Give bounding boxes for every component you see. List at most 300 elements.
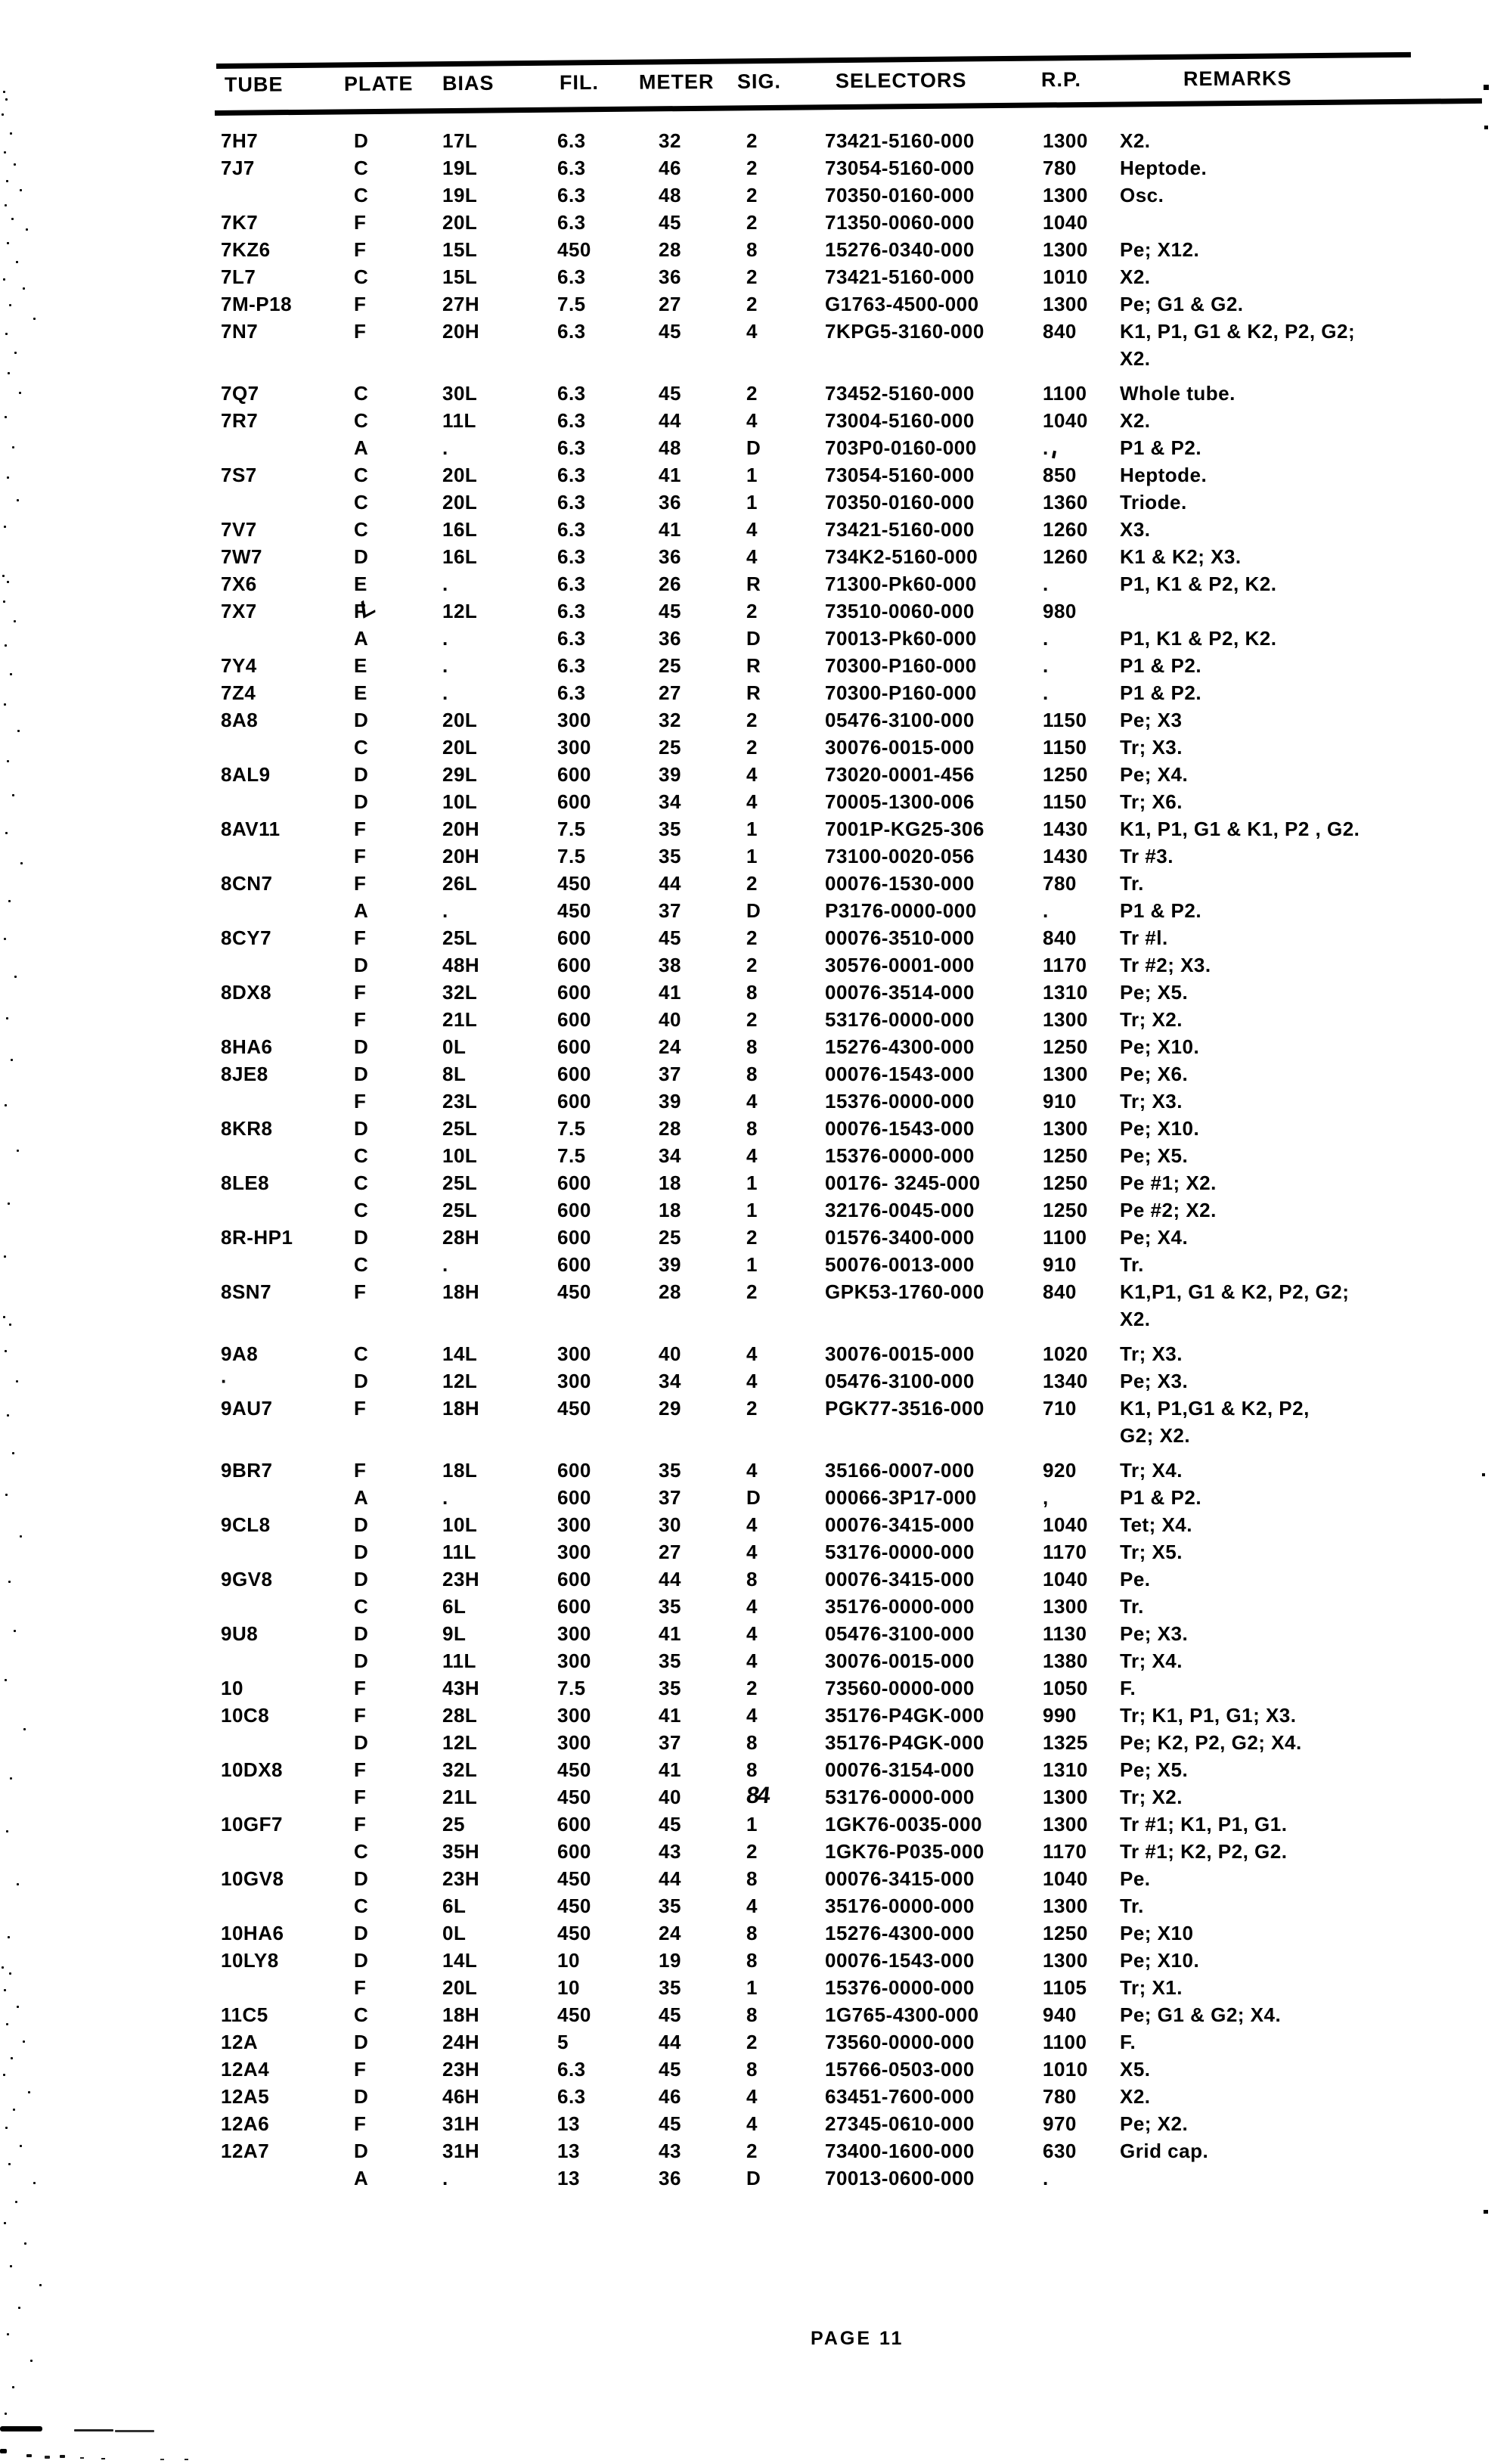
cell-sig: R (746, 573, 761, 595)
cell-fil: 10 (557, 1976, 580, 1999)
cell-sig: 8 (746, 1568, 758, 1590)
cell-selectors: 30576-0001-000 (825, 954, 975, 976)
cell-tube: 8CY7 (221, 926, 272, 949)
cell-remarks: Tr; X2. (1120, 1008, 1183, 1031)
cell-bias: 18H (442, 2003, 480, 2026)
cell-plate: D (354, 1622, 369, 1645)
cell-plate: C (354, 736, 369, 759)
cell-fil: 300 (557, 736, 591, 759)
cell-tube (219, 1006, 342, 1033)
cell-selectors: 73020-0001-456 (825, 763, 975, 786)
cell-plate: C (354, 2003, 369, 2026)
cell-tube (219, 625, 342, 652)
cell-plate: E (354, 573, 367, 595)
cell-remarks: Tr #3. (1120, 845, 1174, 867)
cell-rp: 1150 (1043, 736, 1087, 759)
table-row (219, 1865, 1490, 1892)
cell-tube: 8AV11 (221, 818, 281, 840)
cell-plate: C (354, 1144, 369, 1167)
cell-sig: D (746, 1486, 761, 1509)
cell-plate: D (354, 790, 369, 813)
cell-sig: 4 (746, 1541, 758, 1563)
cell-meter: 32 (659, 129, 681, 152)
cell-plate: D (354, 1568, 369, 1590)
cell-fil: 6.3 (557, 491, 586, 514)
cell-selectors: 73421-5160-000 (825, 129, 975, 152)
cell-fil: 600 (557, 1226, 591, 1249)
cell-tube (219, 897, 342, 924)
cell-selectors: 00076-1543-000 (825, 1117, 975, 1140)
cell-fil: 6.3 (557, 157, 586, 179)
cell-rp: 1250 (1043, 1171, 1088, 1194)
cell-sig: 8 (746, 2003, 758, 2026)
cell-sig: R (746, 654, 761, 677)
cell-meter: 24 (659, 1035, 681, 1058)
cell-remarks: Pe; X10. (1120, 1949, 1200, 1972)
cell-rp: 1260 (1043, 518, 1088, 541)
cell-fil: 600 (557, 763, 591, 786)
cell-plate: F (354, 1677, 367, 1699)
cell-sig: 2 (746, 2140, 758, 2162)
cell-sig: 2 (746, 382, 758, 405)
cell-sig: 8 (746, 1117, 758, 1140)
cell-sig: 8 (746, 1731, 758, 1754)
cell-meter: 45 (659, 600, 681, 622)
table-row (219, 570, 1490, 597)
cell-fil: 6.3 (557, 184, 586, 206)
cell-selectors: 00076-1530-000 (825, 872, 975, 895)
cell-sig: 4 (746, 1144, 758, 1167)
cell-fil: 600 (557, 1008, 591, 1031)
cell-tube: 12A5 (221, 2085, 270, 2108)
cell-tube: 8AL9 (221, 763, 271, 786)
cell-sig: 4 (746, 1459, 758, 1482)
cell-fil (556, 1305, 636, 1333)
cell-bias: 23H (442, 1568, 480, 1590)
scan-noise-speckles (3, 91, 5, 93)
cell-bias: 35H (442, 1840, 480, 1863)
cell-remarks: Tr; X3. (1120, 736, 1183, 759)
cell-meter: 36 (659, 545, 681, 568)
cell-sig: 8 (746, 1949, 758, 1972)
cell-selectors: 05476-3100-000 (825, 1370, 975, 1392)
cell-bias: 6L (442, 1595, 467, 1618)
cell-meter: 34 (659, 790, 681, 813)
cell-tube (219, 345, 342, 372)
cell-plate: F (354, 926, 367, 949)
cell-tube: 8JE8 (221, 1063, 268, 1085)
cell-tube (219, 1142, 342, 1169)
cell-fil: 600 (557, 790, 591, 813)
cell-plate: D (354, 954, 369, 976)
cell-plate: D (354, 1063, 369, 1085)
cell-bias: 15L (442, 265, 478, 288)
cell-remarks: X5. (1120, 2058, 1151, 2081)
cell-tube: 7W7 (221, 545, 262, 568)
cell-tube (219, 1892, 342, 1919)
cell-remarks: Tr; X2. (1120, 1786, 1183, 1808)
cell-sig: 1 (746, 1976, 758, 1999)
table-row (219, 652, 1490, 679)
cell-sig: D (746, 899, 761, 922)
cell-remarks: Heptode. (1120, 157, 1208, 179)
cell-rp: 780 (1043, 157, 1077, 179)
cell-plate: C (354, 382, 369, 405)
cell-selectors (823, 345, 1040, 372)
cell-sig: 8 (746, 981, 758, 1004)
cell-plate: D (354, 763, 369, 786)
cell-sig: 4 (746, 1595, 758, 1618)
cell-rp: 1040 (1043, 211, 1088, 234)
cell-selectors: 73054-5160-000 (825, 157, 975, 179)
cell-rp: 840 (1043, 320, 1077, 343)
table-row (219, 951, 1490, 979)
cell-selectors: 70005-1300-006 (825, 790, 975, 813)
cell-selectors: 53176-0000-000 (825, 1786, 975, 1808)
cell-fil: 7.5 (557, 1117, 586, 1140)
cell-plate: F (354, 1459, 367, 1482)
cell-rp: 1170 (1043, 954, 1087, 976)
table-row (219, 1674, 1490, 1702)
cell-meter: 39 (659, 1090, 681, 1113)
cell-remarks: Tr; X6. (1120, 790, 1183, 813)
cell-plate: F (354, 320, 367, 343)
cell-fil: 450 (557, 1280, 591, 1303)
cell-meter: 36 (659, 491, 681, 514)
cell-tube: 9GV8 (221, 1568, 273, 1590)
cell-remarks: Tr. (1120, 872, 1144, 895)
cell-meter: 41 (659, 464, 681, 486)
cell-remarks: Tr #1; K2, P2, G2. (1120, 1840, 1288, 1863)
cell-fil: 6.3 (557, 211, 586, 234)
cell-sig: 2 (746, 872, 758, 895)
cell-tube: 9AU7 (221, 1397, 273, 1420)
cell-sig: 8 (746, 1867, 758, 1890)
cell-tube: 10LY8 (221, 1949, 279, 1972)
cell-selectors: 15376-0000-000 (825, 1144, 975, 1167)
cell-rp: 1050 (1043, 1677, 1088, 1699)
table-row (219, 1395, 1490, 1422)
cell-plate: F (354, 211, 367, 234)
cell-plate: C (354, 157, 369, 179)
cell-meter: 37 (659, 1486, 681, 1509)
cell-rp: 1170 (1043, 1840, 1087, 1863)
cell-plate: C (354, 1199, 369, 1221)
cell-bias: 43H (442, 1677, 480, 1699)
table-row (219, 1115, 1490, 1142)
cell-sig (734, 345, 823, 372)
cell-selectors: 00076-3510-000 (825, 926, 975, 949)
cell-fil: 600 (557, 1568, 591, 1590)
cell-selectors: 15376-0000-000 (825, 1090, 975, 1113)
cell-tube: 8KR8 (221, 1117, 273, 1140)
table-row (219, 734, 1490, 761)
cell-bias: . (442, 573, 448, 595)
cell-bias: 20L (442, 491, 478, 514)
cell-sig: 2 (746, 1677, 758, 1699)
cell-tube: 8R-HP1 (221, 1226, 293, 1249)
cell-remarks: Triode. (1120, 491, 1187, 514)
table-row (219, 1484, 1490, 1511)
cell-bias: 10L (442, 1144, 478, 1167)
cell-plate: D (354, 1513, 369, 1536)
cell-rp: 1105 (1043, 1976, 1087, 1999)
cell-fil: 13 (557, 2140, 580, 2162)
cell-sig: 4 (746, 518, 758, 541)
cell-tube: 8SN7 (221, 1280, 272, 1303)
cell-bias: . (442, 1253, 448, 1276)
scan-noise-speckles (2, 575, 5, 577)
cell-bias: 16L (442, 545, 478, 568)
cell-rp: 1300 (1043, 1813, 1088, 1836)
cell-selectors: 35176-0000-000 (825, 1595, 975, 1618)
cell-bias: 29L (442, 763, 478, 786)
cell-selectors (823, 1305, 1040, 1333)
cell-remarks: X3. (1120, 518, 1151, 541)
cell-sig: 4 (746, 1513, 758, 1536)
cell-sig: 2 (746, 1397, 758, 1420)
cell-rp: 1100 (1043, 382, 1087, 405)
cell-remarks: X2. (1120, 347, 1151, 370)
cell-remarks: Grid cap. (1120, 2140, 1209, 2162)
cell-rp: 1170 (1043, 1541, 1087, 1563)
cell-sig: 8 (746, 2058, 758, 2081)
cell-rp: 1380 (1043, 1649, 1088, 1672)
cell-fil: 300 (557, 1513, 591, 1536)
cell-fil: 450 (557, 2003, 591, 2026)
cell-plate (342, 1422, 440, 1449)
cell-selectors: 70350-0160-000 (825, 491, 975, 514)
cell-fil: 6.3 (557, 265, 586, 288)
cell-selectors: 35166-0007-000 (825, 1459, 975, 1482)
cell-tube (219, 843, 342, 870)
cell-bias: 23H (442, 1867, 480, 1890)
cell-sig: 4 (746, 409, 758, 432)
cell-plate: D (354, 1649, 369, 1672)
cell-bias: 20L (442, 709, 478, 731)
cell-plate: F (354, 600, 367, 622)
cell-bias: 12L (442, 600, 478, 622)
cell-meter: 27 (659, 681, 681, 704)
cell-meter: 34 (659, 1144, 681, 1167)
cell-tube: 7X6 (221, 573, 257, 595)
cell-selectors: P3176-0000-000 (825, 899, 977, 922)
scan-streak (0, 2449, 7, 2453)
cell-selectors: 1G765-4300-000 (825, 2003, 979, 2026)
cell-tube (219, 1196, 342, 1224)
cell-bias: 26L (442, 872, 478, 895)
cell-sig: 1 (746, 1199, 758, 1221)
cell-plate: C (354, 1840, 369, 1863)
cell-fil: 6.3 (557, 464, 586, 486)
cell-tube (219, 1647, 342, 1674)
cell-rp: 1310 (1043, 1758, 1088, 1781)
cell-plate: D (354, 1922, 369, 1944)
table-row (219, 1006, 1490, 1033)
table-row (219, 597, 1490, 625)
cell-selectors: 70013-0600-000 (825, 2167, 975, 2189)
cell-plate: C (354, 1895, 369, 1917)
table-row (219, 1974, 1490, 2001)
cell-rp: 1020 (1043, 1342, 1088, 1365)
cell-tube: 10C8 (221, 1704, 270, 1727)
cell-rp: . (1043, 627, 1049, 650)
cell-sig: 2 (746, 129, 758, 152)
cell-fil: 300 (557, 1370, 591, 1392)
cell-rp: 980 (1043, 600, 1077, 622)
table-row (219, 870, 1490, 897)
cell-bias: 12L (442, 1370, 478, 1392)
cell-fil: 450 (557, 1758, 591, 1781)
table-row (219, 979, 1490, 1006)
cell-meter: 43 (659, 2140, 681, 2162)
cell-bias: 0L (442, 1922, 467, 1944)
scan-streak (0, 2426, 42, 2431)
cell-meter: 24 (659, 1922, 681, 1944)
table-row (219, 1538, 1490, 1566)
cell-bias (440, 345, 556, 372)
cell-meter: 28 (659, 1117, 681, 1140)
cell-selectors: 00076-3154-000 (825, 1758, 975, 1781)
cell-rp: 920 (1043, 1459, 1077, 1482)
cell-fil: 6.3 (557, 627, 586, 650)
cell-rp: 1430 (1043, 845, 1088, 867)
table-row (219, 182, 1490, 209)
cell-fil: 600 (557, 954, 591, 976)
table-row (219, 2028, 1490, 2056)
cell-remarks: Heptode. (1120, 464, 1208, 486)
cell-selectors: 05476-3100-000 (825, 709, 975, 731)
cell-tube: 10 (221, 1677, 243, 1699)
cell-meter: 34 (659, 1370, 681, 1392)
cell-selectors: 15276-0340-000 (825, 238, 975, 261)
cell-bias: 18H (442, 1280, 480, 1303)
cell-fil: 600 (557, 1813, 591, 1836)
table-row (219, 318, 1490, 345)
cell-remarks: K1 & K2; X3. (1120, 545, 1242, 568)
cell-plate: D (354, 1949, 369, 1972)
cell-plate (342, 1305, 440, 1333)
cell-fil: 300 (557, 1704, 591, 1727)
scan-dot (1484, 85, 1489, 90)
cell-selectors: 00076-1543-000 (825, 1949, 975, 1972)
cell-sig: 4 (746, 1622, 758, 1645)
cell-meter: 41 (659, 518, 681, 541)
cell-bias: . (442, 654, 448, 677)
cell-meter: 32 (659, 709, 681, 731)
cell-meter: 48 (659, 436, 681, 459)
table-row (219, 1305, 1490, 1333)
table-row (219, 543, 1490, 570)
cell-fil: 300 (557, 1342, 591, 1365)
cell-tube: 8DX8 (221, 981, 272, 1004)
cell-sig: 8 (746, 1758, 758, 1781)
cell-rp: 1100 (1043, 1226, 1087, 1249)
cell-selectors: 15766-0503-000 (825, 2058, 975, 2081)
cell-tube (219, 1088, 342, 1115)
cell-remarks: Pe #2; X2. (1120, 1199, 1217, 1221)
cell-plate: F (354, 293, 367, 315)
cell-selectors: 15376-0000-000 (825, 1976, 975, 1999)
cell-sig: R (746, 681, 761, 704)
cell-tube (219, 1593, 342, 1620)
cell-selectors: 00176- 3245-000 (825, 1171, 981, 1194)
table-row (219, 761, 1490, 788)
cell-rp: 1300 (1043, 1895, 1088, 1917)
scan-dot (1484, 126, 1488, 129)
cell-tube (219, 1974, 342, 2001)
table-row (219, 1566, 1490, 1593)
cell-tube: 9U8 (221, 1622, 259, 1645)
cell-sig: 2 (746, 926, 758, 949)
cell-selectors: 00066-3P17-000 (825, 1486, 977, 1509)
cell-meter: 30 (659, 1513, 681, 1536)
cell-rp: 1250 (1043, 763, 1088, 786)
cell-tube: 7KZ6 (221, 238, 271, 261)
table-row (219, 1278, 1490, 1305)
cell-meter: 40 (659, 1008, 681, 1031)
cell-bias: 8L (442, 1063, 467, 1085)
cell-tube: 10HA6 (221, 1922, 284, 1944)
cell-fil: 300 (557, 1541, 591, 1563)
cell-bias: 10L (442, 1513, 478, 1536)
cell-plate: F (354, 2112, 367, 2135)
cell-selectors: 27345-0610-000 (825, 2112, 975, 2135)
cell-tube: 8HA6 (221, 1035, 273, 1058)
cell-rp: 1300 (1043, 293, 1088, 315)
cell-meter: 25 (659, 654, 681, 677)
cell-meter: 40 (659, 1342, 681, 1365)
cell-rp: 1300 (1043, 1008, 1088, 1031)
cell-fil: 6.3 (557, 518, 586, 541)
cell-meter: 36 (659, 627, 681, 650)
cell-fil: 7.5 (557, 818, 586, 840)
cell-meter: 41 (659, 1758, 681, 1781)
cell-plate: C (354, 409, 369, 432)
cell-bias: 20L (442, 736, 478, 759)
cell-bias: 21L (442, 1786, 478, 1808)
cell-remarks: Pe; X10 (1120, 1922, 1194, 1944)
cell-bias: 25L (442, 1117, 478, 1140)
page-number: PAGE 11 (811, 2328, 904, 2349)
cell-plate: D (354, 1867, 369, 1890)
cell-remarks: G2; X2. (1120, 1424, 1191, 1447)
cell-tube: 10DX8 (221, 1758, 283, 1781)
cell-remarks: Pe. (1120, 1867, 1151, 1890)
cell-selectors: 00076-3514-000 (825, 981, 975, 1004)
cell-remarks: F. (1120, 2031, 1136, 2053)
cell-sig: 84 (745, 1782, 770, 1808)
cell-remarks: Osc. (1120, 184, 1164, 206)
cell-plate: F (354, 2058, 367, 2081)
cell-meter: 40 (659, 1786, 681, 1808)
cell-selectors: 7001P-KG25-306 (825, 818, 984, 840)
cell-fil: 6.3 (557, 2085, 586, 2108)
cell-bias: 20H (442, 845, 480, 867)
cell-fil: 6.3 (557, 545, 586, 568)
cell-bias: 25L (442, 1199, 478, 1221)
cell-fil: 450 (557, 1397, 591, 1420)
cell-tube: 9CL8 (221, 1513, 271, 1536)
cell-tube: 7S7 (221, 464, 257, 486)
cell-tube: 7L7 (221, 265, 256, 288)
cell-sig: 2 (746, 709, 758, 731)
cell-rp: 1150 (1043, 709, 1087, 731)
cell-plate: E (354, 654, 367, 677)
table-row (219, 897, 1490, 924)
cell-bias: 0L (442, 1035, 467, 1058)
table-row (219, 209, 1490, 236)
